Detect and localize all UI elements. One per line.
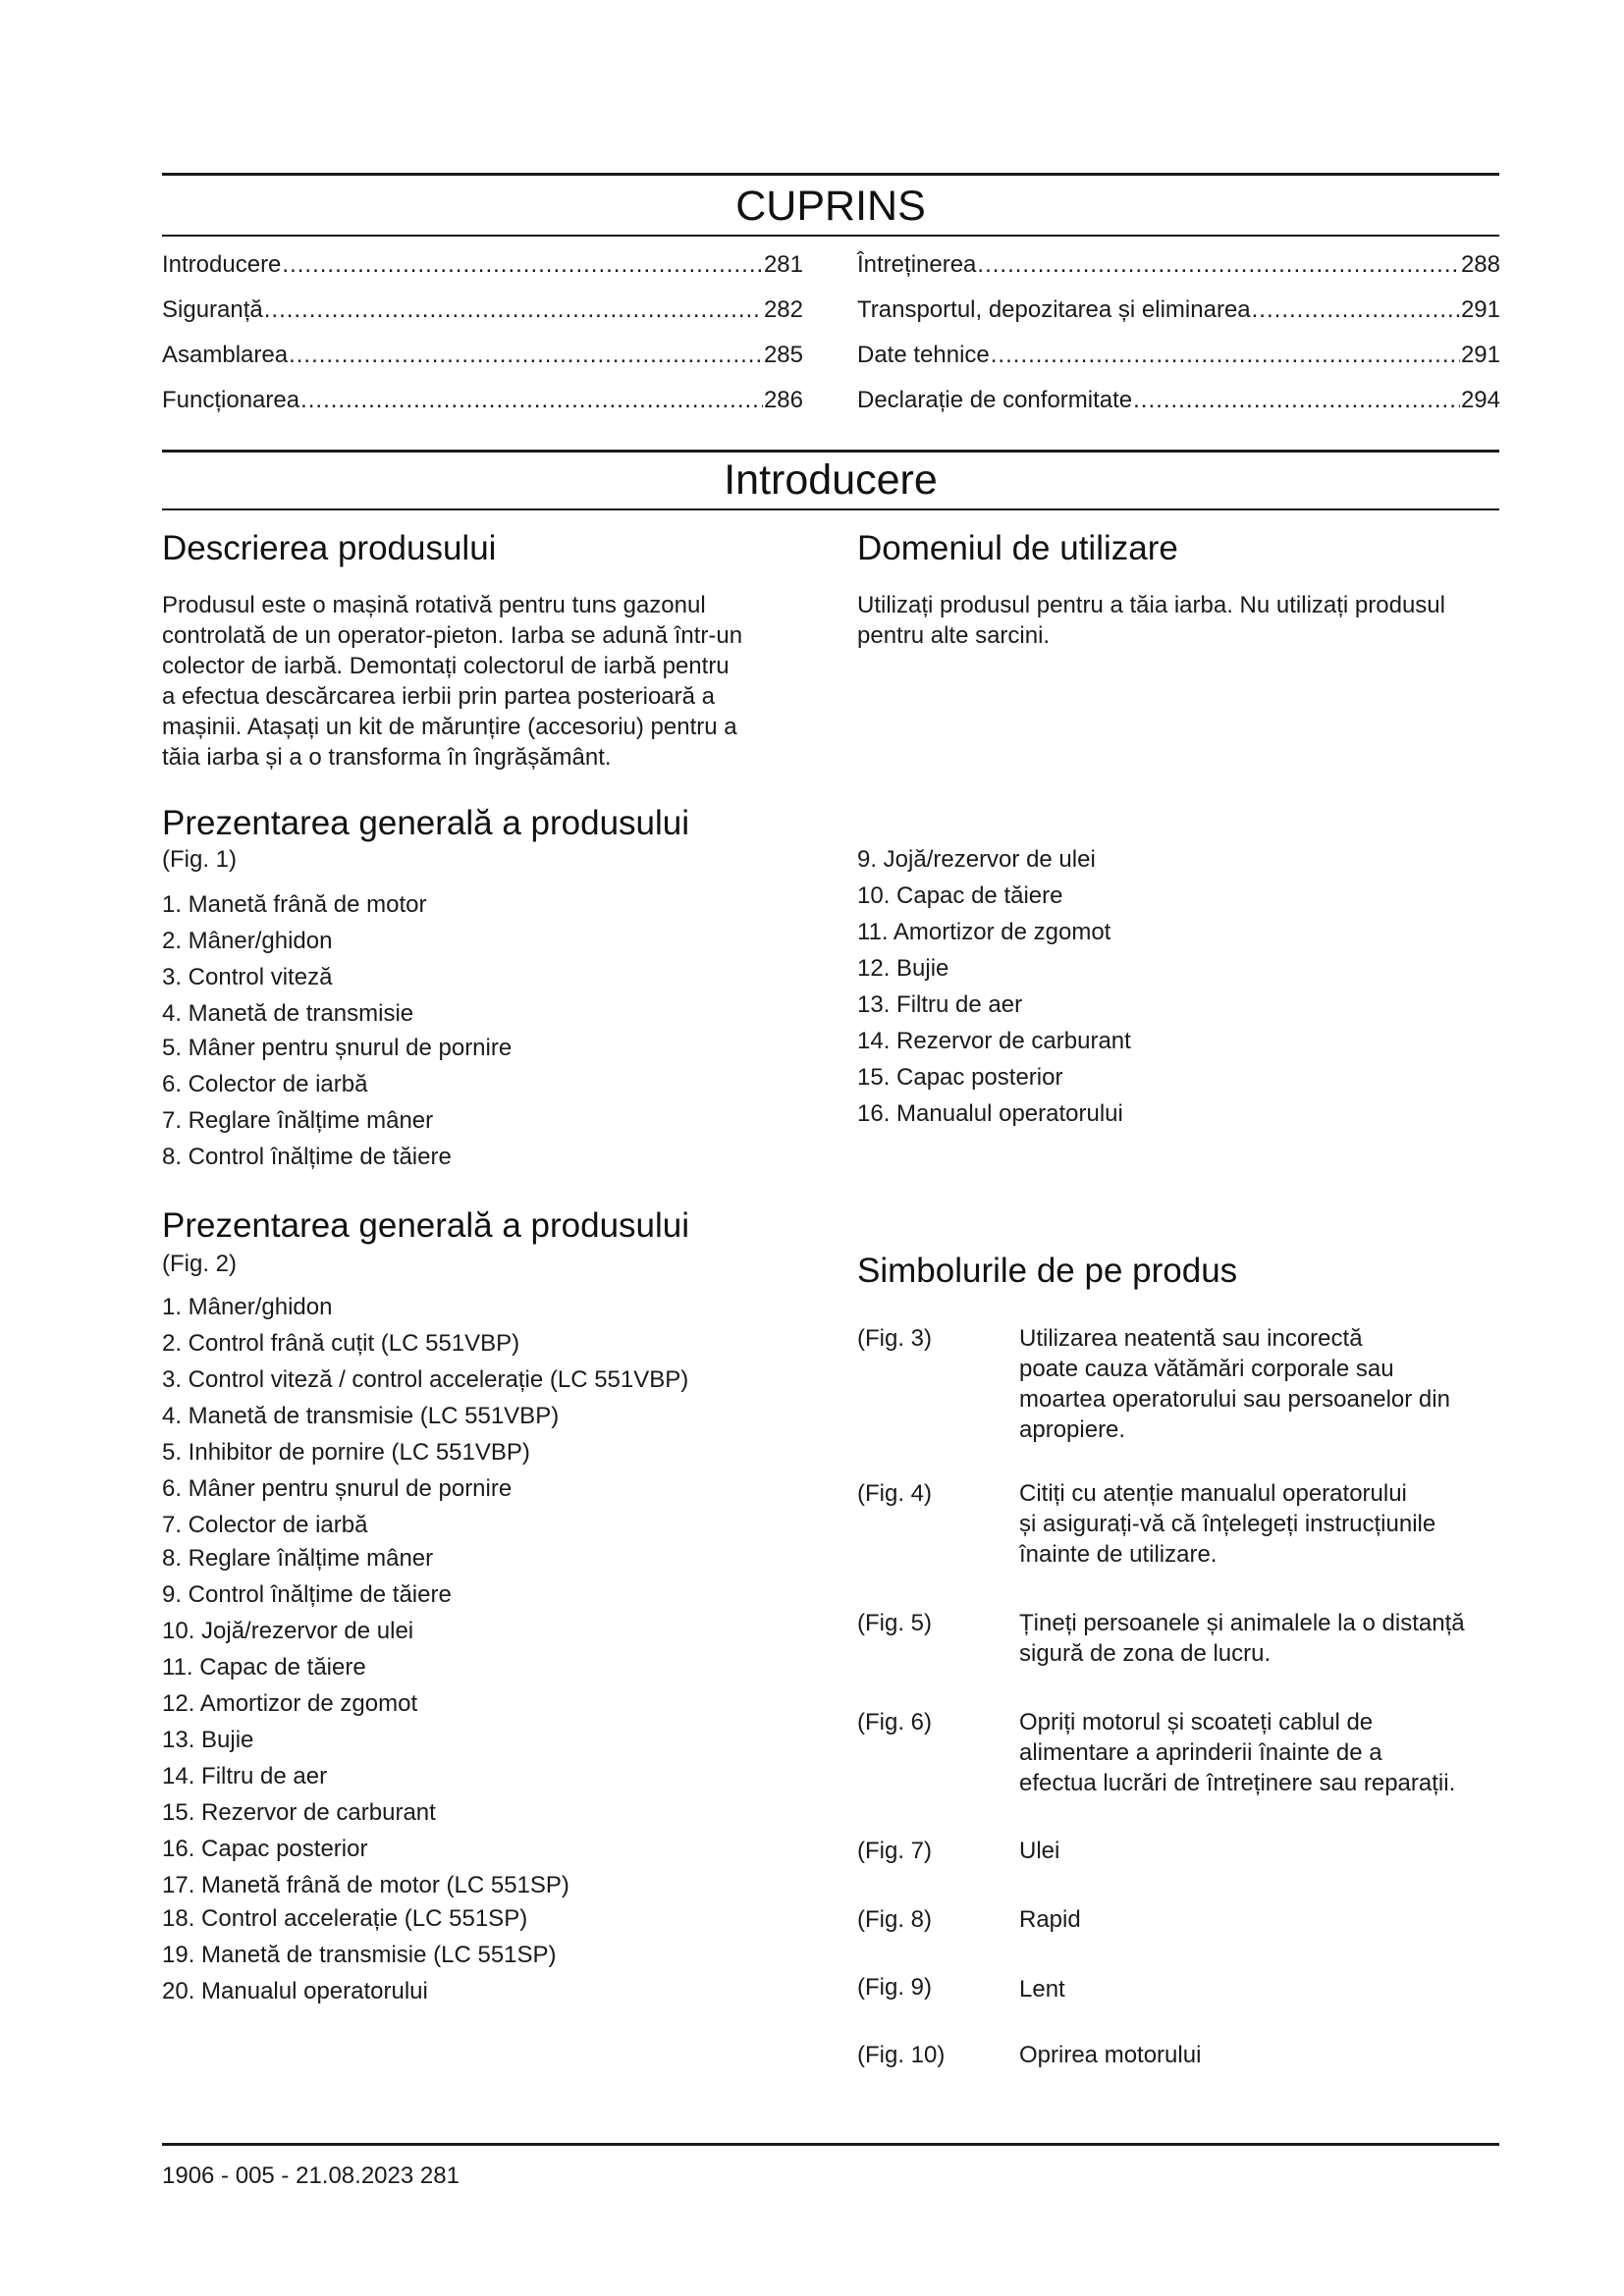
usage-line: pentru alte sarcini. [857,622,1051,649]
list-item: 3. Control viteză / control accelerație (LC 551VBP) [162,1366,689,1393]
list-item: 6. Mâner pentru șnurul de pornire [162,1475,513,1502]
description-paragraph [162,590,810,773]
list-item: 5. Inhibitor de pornire (LC 551VBP) [162,1439,530,1466]
description-line: mașinii. Atașați un kit de mărunțire (accesoriu) pentru a [162,714,737,740]
symbol-description: Lent [1019,1976,1065,2002]
symbols-heading: Simbolurile de pe produs [857,1252,1238,1290]
overview2-fig-ref: (Fig. 2) [162,1251,238,1277]
toc-entry-page: 286 [763,387,803,413]
toc-top-rule [162,173,1499,176]
toc-entry-label: Siguranță [162,296,263,323]
overview1-list-right [857,845,1505,1140]
toc-entry[interactable] [162,386,803,415]
toc-entry-label: Funcționarea [162,387,300,413]
toc-left-column [162,250,803,417]
toc-entry-page: 291 [1460,296,1500,323]
list-item: 16. Capac posterior [162,1836,368,1862]
overview2-heading: Prezentarea generală a produsului [162,1206,690,1245]
toc-entry[interactable] [162,341,803,370]
description-heading: Descrierea produsului [162,529,497,567]
symbol-description: Opriți motorul și scoateți cablul de alimentare a aprinderii înainte de a efectua lucrări de întreținere sau reparații. [1019,1709,1456,1796]
symbol-fig-ref: (Fig. 3) [857,1325,933,1352]
list-item: 4. Manetă de transmisie [162,1000,414,1027]
symbol-description: Ulei [1019,1838,1060,1864]
toc-right-column [857,250,1500,417]
list-item: 2. Mâner/ghidon [162,928,333,954]
toc-entry-label: Declarație de conformitate [857,387,1133,413]
intro-top-rule [162,450,1499,453]
symbol-fig-ref: (Fig. 4) [857,1480,933,1507]
footer-rule [162,2143,1499,2146]
toc-entry-label: Asamblarea [162,342,289,368]
symbol-description: Utilizarea neatentă sau incorectă poate cauza vătămări corporale sau moartea operatorului sau persoanelor din apropiere. [1019,1325,1450,1443]
toc-entry[interactable] [857,386,1500,415]
overview1-fig-ref: (Fig. 1) [162,846,238,873]
description-line: Produsul este o mașină rotativă pentru tuns gazonul [162,592,706,618]
list-item: 19. Manetă de transmisie (LC 551SP) [162,1942,557,1968]
list-item: 1. Mâner/ghidon [162,1294,333,1320]
symbol-description: Citiți cu atenție manualul operatorului și asigurați-vă că înțelegeți instrucțiunile înainte de utilizare. [1019,1480,1436,1568]
symbol-fig-ref: (Fig. 10) [857,2042,946,2068]
overview1-heading: Prezentarea generală a produsului [162,804,690,842]
list-item: 8. Control înălțime de tăiere [162,1144,452,1170]
toc-entry[interactable] [857,295,1500,325]
toc-entry-page: 288 [1460,251,1500,278]
list-item: 10. Capac de tăiere [857,882,1063,909]
list-item: 5. Mâner pentru șnurul de pornire [162,1035,513,1061]
list-item: 4. Manetă de transmisie (LC 551VBP) [162,1403,560,1429]
toc-entry[interactable] [857,341,1500,370]
intro-bottom-rule [162,508,1499,510]
symbol-fig-ref: (Fig. 6) [857,1709,933,1735]
list-item: 16. Manualul operatorului [857,1100,1123,1127]
description-line: tăia iarba și a o transforma în îngrășământ. [162,744,612,771]
list-item: 14. Rezervor de carburant [857,1028,1131,1054]
list-item: 8. Reglare înălțime mâner [162,1545,434,1572]
list-item: 3. Control viteză [162,964,333,990]
toc-entry-page: 294 [1460,387,1500,413]
toc-title: CUPRINS [735,183,926,230]
list-item: 12. Bujie [857,955,949,982]
usage-line: Utilizați produsul pentru a tăia iarba. Nu utilizați produsul [857,592,1445,618]
list-item: 10. Jojă/rezervor de ulei [162,1618,414,1644]
description-line: controlată de un operator-pieton. Iarba se adună într-un [162,622,743,649]
list-item: 20. Manualul operatorului [162,1978,428,2004]
symbol-description: Oprirea motorului [1019,2042,1202,2068]
toc-entry-label: Transportul, depozitarea și eliminarea [857,296,1251,323]
toc-entry-label: Date tehnice [857,342,990,368]
symbol-fig-ref: (Fig. 7) [857,1838,933,1864]
list-item: 17. Manetă frână de motor (LC 551SP) [162,1872,569,1898]
list-item: 11. Amortizor de zgomot [857,919,1111,945]
toc-entry[interactable] [857,250,1500,280]
toc-entry-label: Introducere [162,251,282,278]
list-item: 2. Control frână cuțit (LC 551VBP) [162,1330,520,1357]
list-item: 13. Bujie [162,1727,254,1753]
usage-heading: Domeniul de utilizare [857,529,1178,567]
symbol-description: Țineți persoanele și animalele la o distanță sigură de zona de lucru. [1019,1610,1465,1667]
list-item: 11. Capac de tăiere [162,1654,366,1681]
overview1-list-left [162,890,810,1185]
usage-paragraph [857,590,1505,651]
page-footer: 1906 - 005 - 21.08.2023 281 [162,2163,460,2189]
list-item: 7. Colector de iarbă [162,1512,368,1538]
list-item: 1. Manetă frână de motor [162,891,427,918]
toc-entry-page: 285 [763,342,803,368]
list-item: 7. Reglare înălțime mâner [162,1107,434,1134]
symbol-description: Rapid [1019,1906,1081,1933]
symbol-fig-ref: (Fig. 8) [857,1906,933,1933]
list-item: 12. Amortizor de zgomot [162,1690,418,1717]
description-line: colector de iarbă. Demontați colectorul de iarbă pentru [162,653,730,679]
list-item: 9. Jojă/rezervor de ulei [857,846,1096,873]
toc-entry[interactable] [162,295,803,325]
list-item: 18. Control accelerație (LC 551SP) [162,1905,528,1932]
toc-entry-page: 291 [1460,342,1500,368]
symbol-fig-ref: (Fig. 5) [857,1610,933,1636]
list-item: 15. Capac posterior [857,1064,1063,1091]
description-line: a efectua descărcarea ierbii prin partea posterioară a [162,683,715,710]
list-item: 15. Rezervor de carburant [162,1799,436,1826]
toc-entry-label: Întreținerea [857,251,977,278]
toc-entry[interactable] [162,250,803,280]
toc-entry-page: 282 [763,296,803,323]
intro-title: Introducere [724,456,938,504]
list-item: 13. Filtru de aer [857,991,1023,1018]
list-item: 6. Colector de iarbă [162,1071,368,1097]
symbol-fig-ref: (Fig. 9) [857,1974,933,2001]
list-item: 9. Control înălțime de tăiere [162,1581,452,1608]
overview2-list [162,1293,810,2019]
toc-bottom-rule [162,235,1499,237]
list-item: 14. Filtru de aer [162,1763,328,1789]
toc-entry-page: 281 [763,251,803,278]
